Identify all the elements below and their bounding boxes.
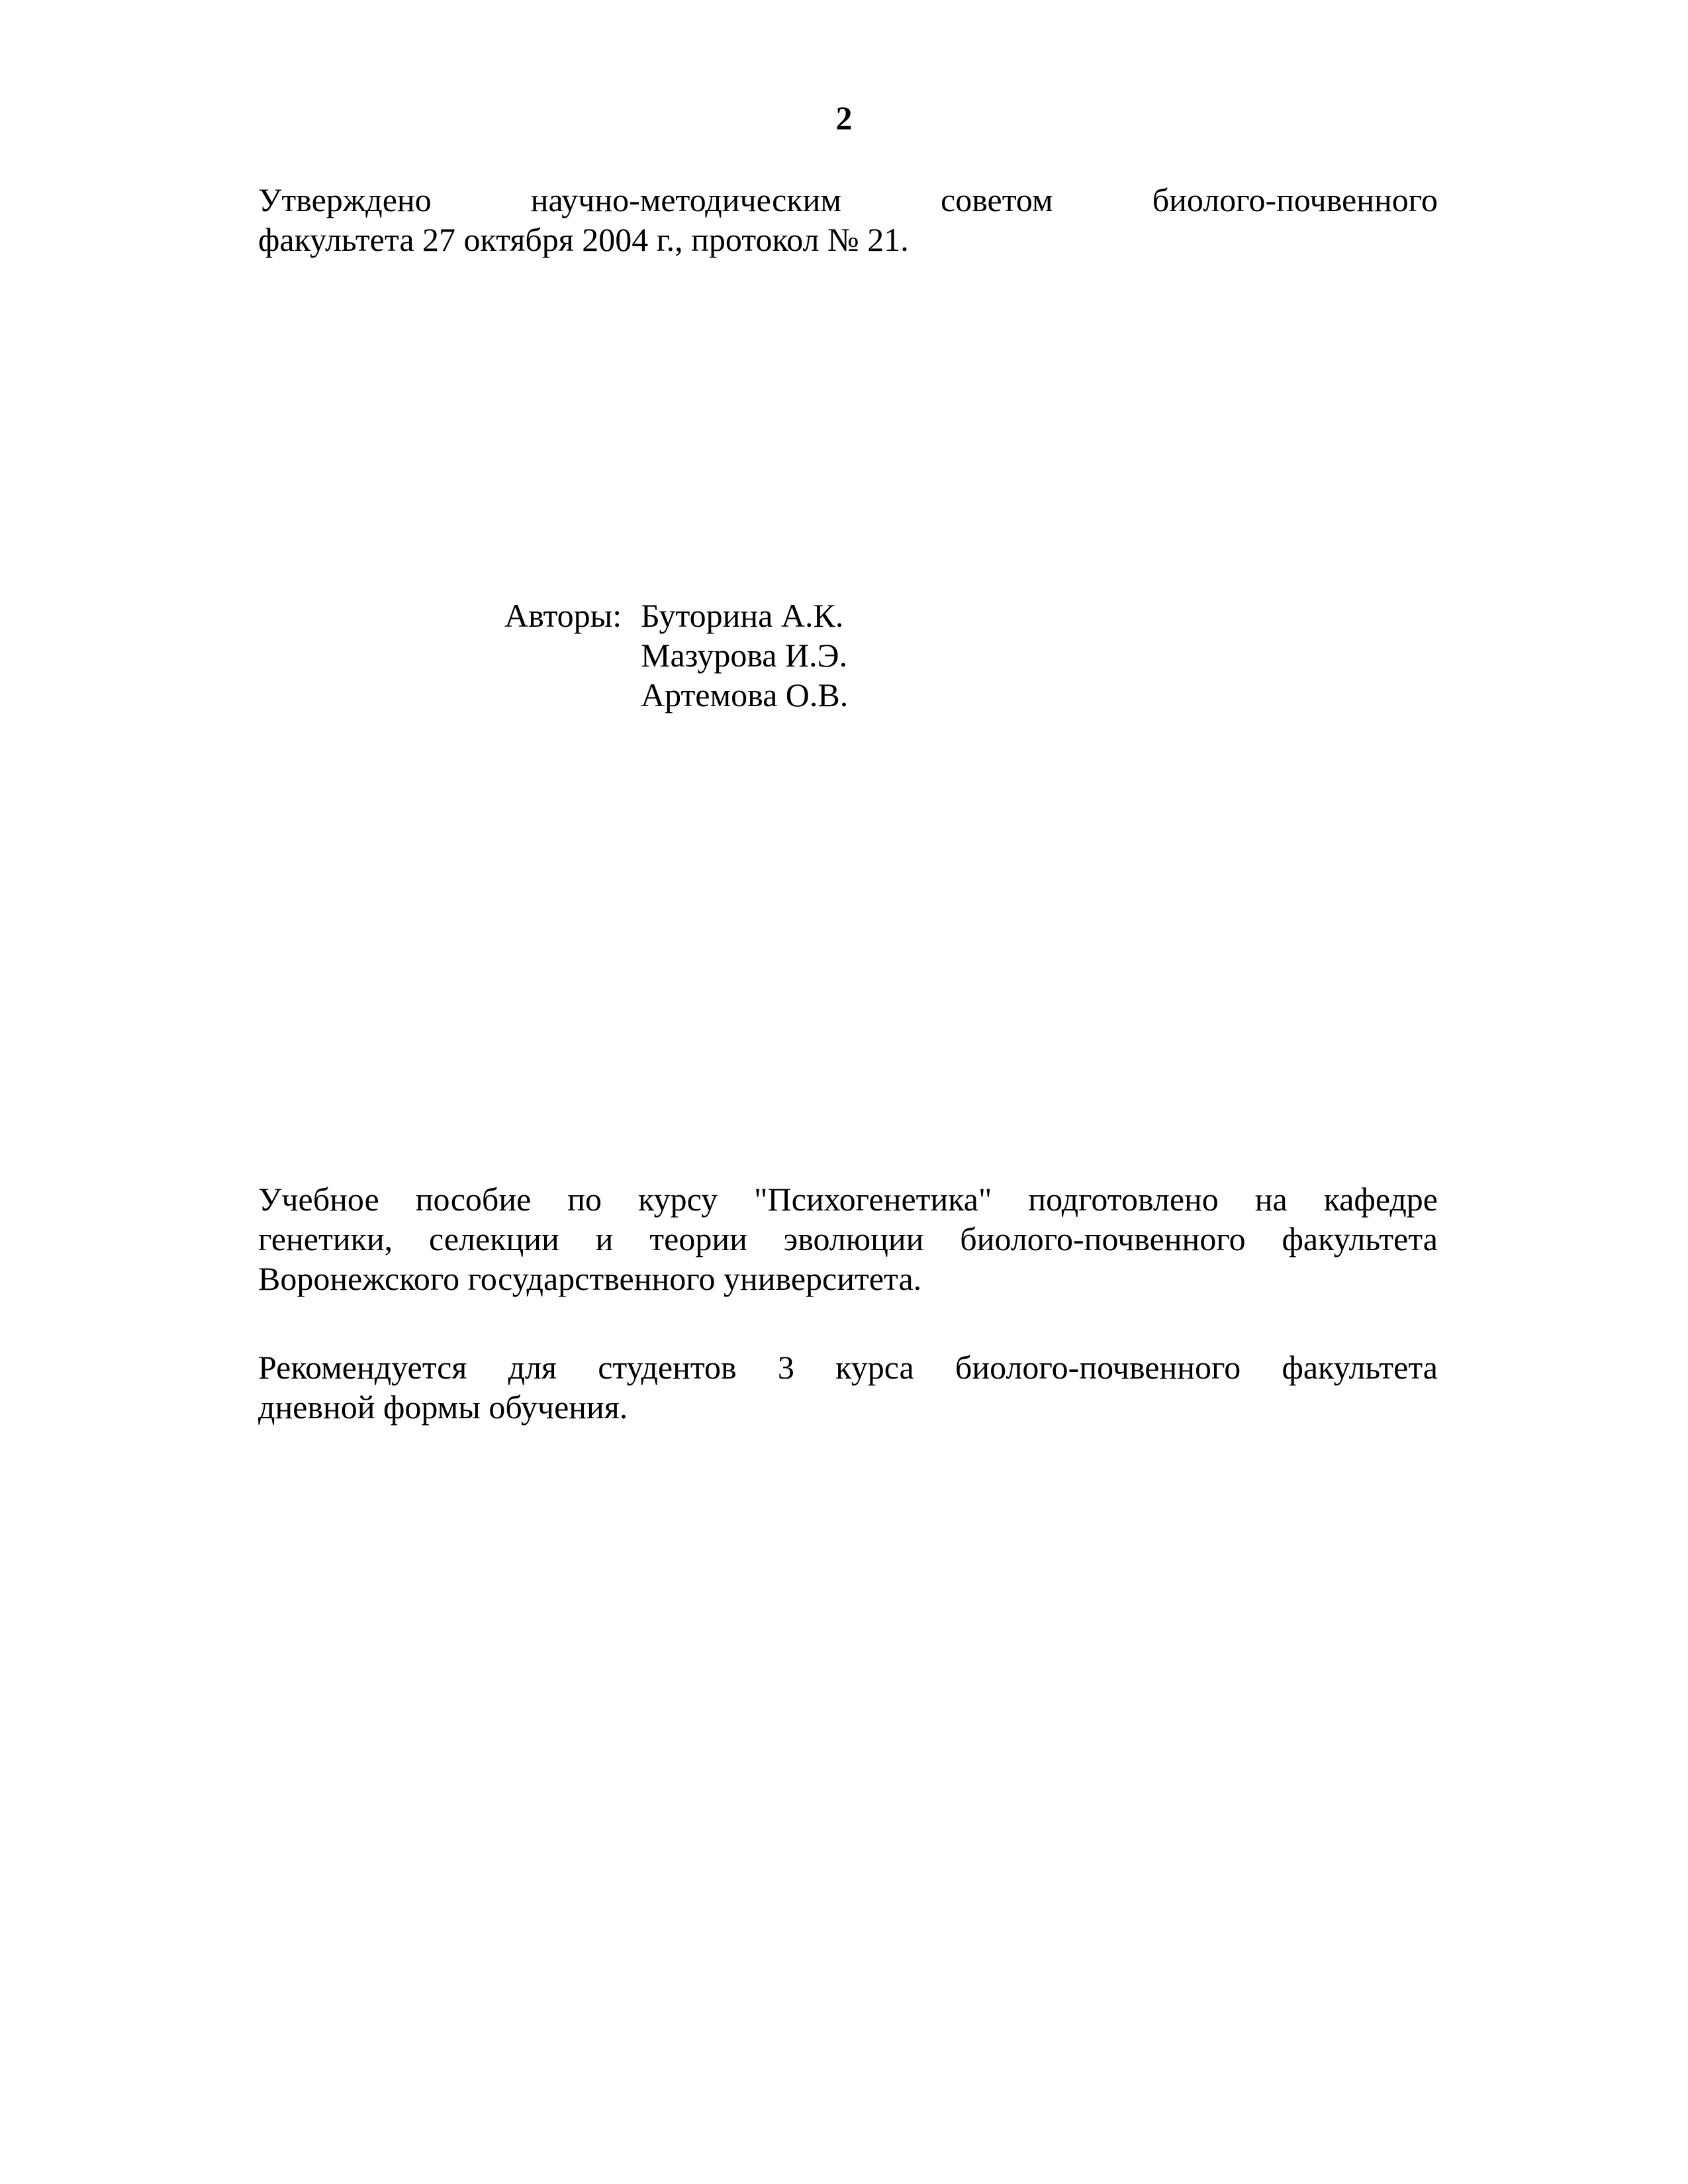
authors-row-1 <box>504 596 1166 635</box>
description-line-1: Учебное пособие по курсу "Психогенетика" подготовлено на кафедре <box>258 1181 1438 1218</box>
authors-block <box>504 596 1166 715</box>
approval-line-2: факультета 27 октября 2004 г., протокол № 21. <box>258 221 909 258</box>
author-name: Мазурова И.Э. <box>641 637 848 674</box>
authors-row-2 <box>504 635 1166 675</box>
description-line-2: генетики, селекции и теории эволюции биолого-почвенного факультета <box>258 1220 1438 1257</box>
description-line-3: Воронежского государственного университета. <box>258 1260 922 1297</box>
authors-row-3 <box>504 675 1166 715</box>
author-name: Буторина А.К. <box>641 597 844 634</box>
description-paragraph <box>258 1179 1438 1298</box>
approval-line-1: Утверждено научно-методическим советом биолого-почвенного <box>258 181 1438 218</box>
author-name: Артемова О.В. <box>641 676 849 713</box>
page-number: 2 <box>835 99 853 136</box>
authors-label: Авторы: <box>504 597 622 634</box>
recommendation-line-1: Рекомендуется для студентов 3 курса биолого-почвенного факультета <box>258 1349 1438 1386</box>
recommendation-line-2: дневной формы обучения. <box>258 1388 628 1426</box>
recommendation-paragraph <box>258 1347 1438 1427</box>
approval-paragraph <box>258 180 1438 259</box>
